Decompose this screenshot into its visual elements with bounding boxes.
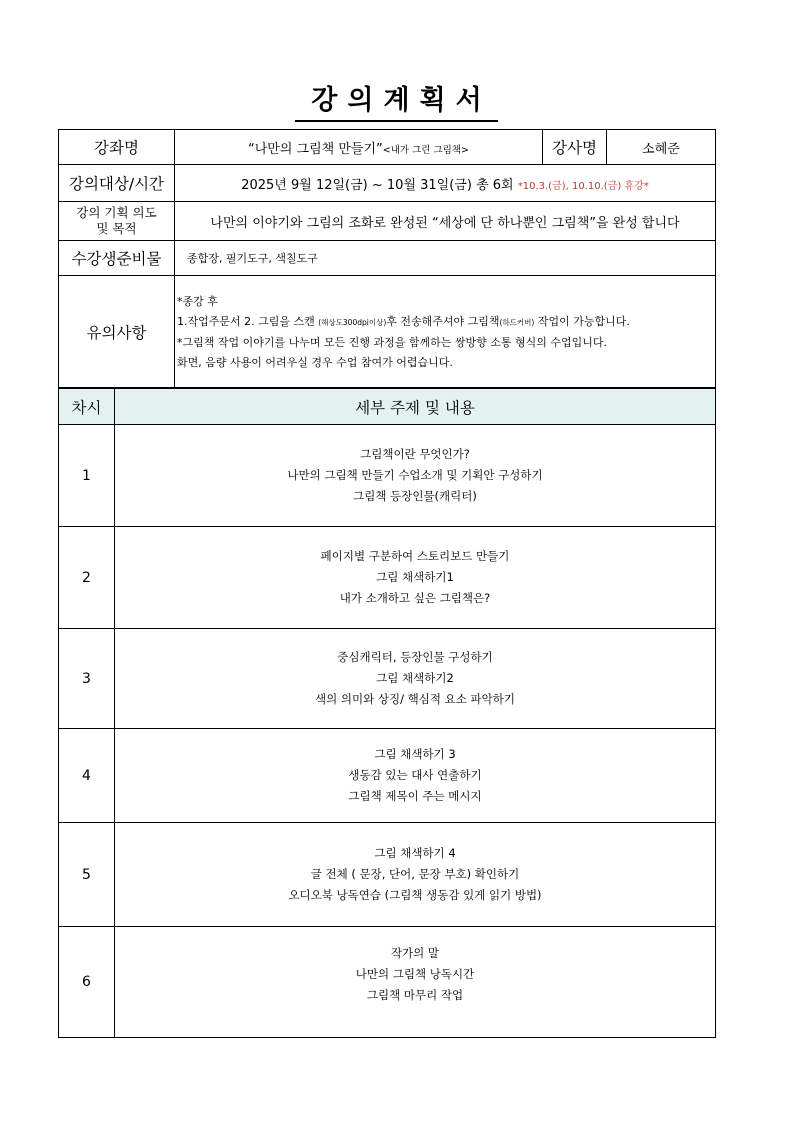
content-line: 페이지별 구분하여 스토리보드 만들기 <box>320 549 510 563</box>
content-header: 세부 주제 및 내용 <box>115 389 716 425</box>
content-line: 그림 채색하기1 <box>376 570 454 584</box>
notes-line-4: 화면, 음량 사용이 어려우실 경우 수업 참여가 어렵습니다. <box>177 356 453 369</box>
session-content <box>115 629 716 729</box>
content-line: 그림 채색하기 4 <box>374 846 456 860</box>
table-row <box>59 729 716 823</box>
period-label: 강의대상/시간 <box>59 165 175 202</box>
instructor-name: 소혜준 <box>607 130 716 165</box>
table-row <box>59 425 716 527</box>
notes-line-1: *종강 후 <box>177 295 218 308</box>
purpose-value: 나만의 이야기와 그림의 조화로 완성된 “세상에 단 하나뿐인 그림책”을 완성 합니다 <box>175 202 716 241</box>
prep-value: 종합장, 필기도구, 색칠도구 <box>175 241 716 276</box>
notes-line-2-a: 1.작업주문서 2. 그림을 스캔 <box>177 315 319 328</box>
content-line: 그림책이란 무엇인가? <box>360 447 470 461</box>
content-line: 오디오북 낭독연습 (그림책 생동감 있게 읽기 방법) <box>288 888 542 902</box>
holiday-note: *10.3.(금), 10.10.(금) 휴강* <box>517 180 649 192</box>
course-label: 강좌명 <box>59 130 175 165</box>
period-value: 2025년 9월 12일(금) ~ 10월 31일(금) 총 6회 <box>241 177 514 193</box>
notes-cell <box>175 276 716 388</box>
notes-line-2-c: 후 전송해주셔야 그림책 <box>386 315 500 328</box>
session-content <box>115 425 716 527</box>
content-line: 색의 의미와 상징/ 핵심적 요소 파악하기 <box>315 692 515 706</box>
prep-label: 수강생준비물 <box>59 241 175 276</box>
session-content <box>115 927 716 1038</box>
content-line: 작가의 말 <box>390 946 440 960</box>
content-line: 나만의 그림책 낭독시간 <box>355 967 475 981</box>
purpose-label-line2: 및 목적 <box>96 221 137 236</box>
notes-label: 유의사항 <box>59 276 175 388</box>
course-name: “나만의 그림책 만들기” <box>248 141 383 157</box>
session-number: 1 <box>59 425 115 527</box>
session-number: 4 <box>59 729 115 823</box>
instructor-label: 강사명 <box>543 130 607 165</box>
content-line: 그림책 마무리 작업 <box>366 988 464 1002</box>
content-line: 그림 채색하기 3 <box>374 747 456 761</box>
content-line: 나만의 그림책 만들기 수업소개 및 기획안 구성하기 <box>287 468 543 482</box>
notes-line-2-b: (해상도300dpi이상) <box>318 318 387 327</box>
session-number: 2 <box>59 527 115 629</box>
content-line: 그림 채색하기2 <box>376 671 454 685</box>
table-row <box>59 927 716 1038</box>
period-cell <box>175 165 716 202</box>
session-content <box>115 729 716 823</box>
notes-line-2-d: (하드커버) <box>499 318 535 327</box>
page-title: 강의계획서 <box>0 78 793 122</box>
session-number: 6 <box>59 927 115 1038</box>
session-number: 5 <box>59 823 115 927</box>
content-line: 내가 소개하고 싶은 그림책은? <box>339 591 491 605</box>
content-line: 생동감 있는 대사 연출하기 <box>348 768 482 782</box>
purpose-label-line1: 강의 기획 의도 <box>76 205 157 220</box>
schedule-table <box>58 388 716 1038</box>
notes-line-3: *그림책 작업 이야기를 나누며 모든 진행 과정을 함께하는 쌍방향 소통 형식의 수업입니다. <box>177 336 607 349</box>
session-content <box>115 823 716 927</box>
notes-line-2 <box>177 312 715 333</box>
content-line: 그림책 제목이 주는 메시지 <box>348 789 482 803</box>
course-info-table <box>58 129 716 388</box>
course-subtitle: <내가 그린 그림책> <box>382 144 469 156</box>
session-content <box>115 527 716 629</box>
content-line: 그림책 등장인물(캐릭터) <box>353 489 477 503</box>
table-row <box>59 823 716 927</box>
session-number: 3 <box>59 629 115 729</box>
table-row <box>59 629 716 729</box>
purpose-label <box>59 202 175 241</box>
course-name-cell <box>175 130 543 165</box>
notes-line-2-e: 작업이 가능합니다. <box>534 315 630 328</box>
session-header: 차시 <box>59 389 115 425</box>
content-line: 글 전체 ( 문장, 단어, 문장 부호) 확인하기 <box>310 867 520 881</box>
content-line: 중심캐릭터, 등장인물 구성하기 <box>337 650 493 664</box>
table-row <box>59 527 716 629</box>
